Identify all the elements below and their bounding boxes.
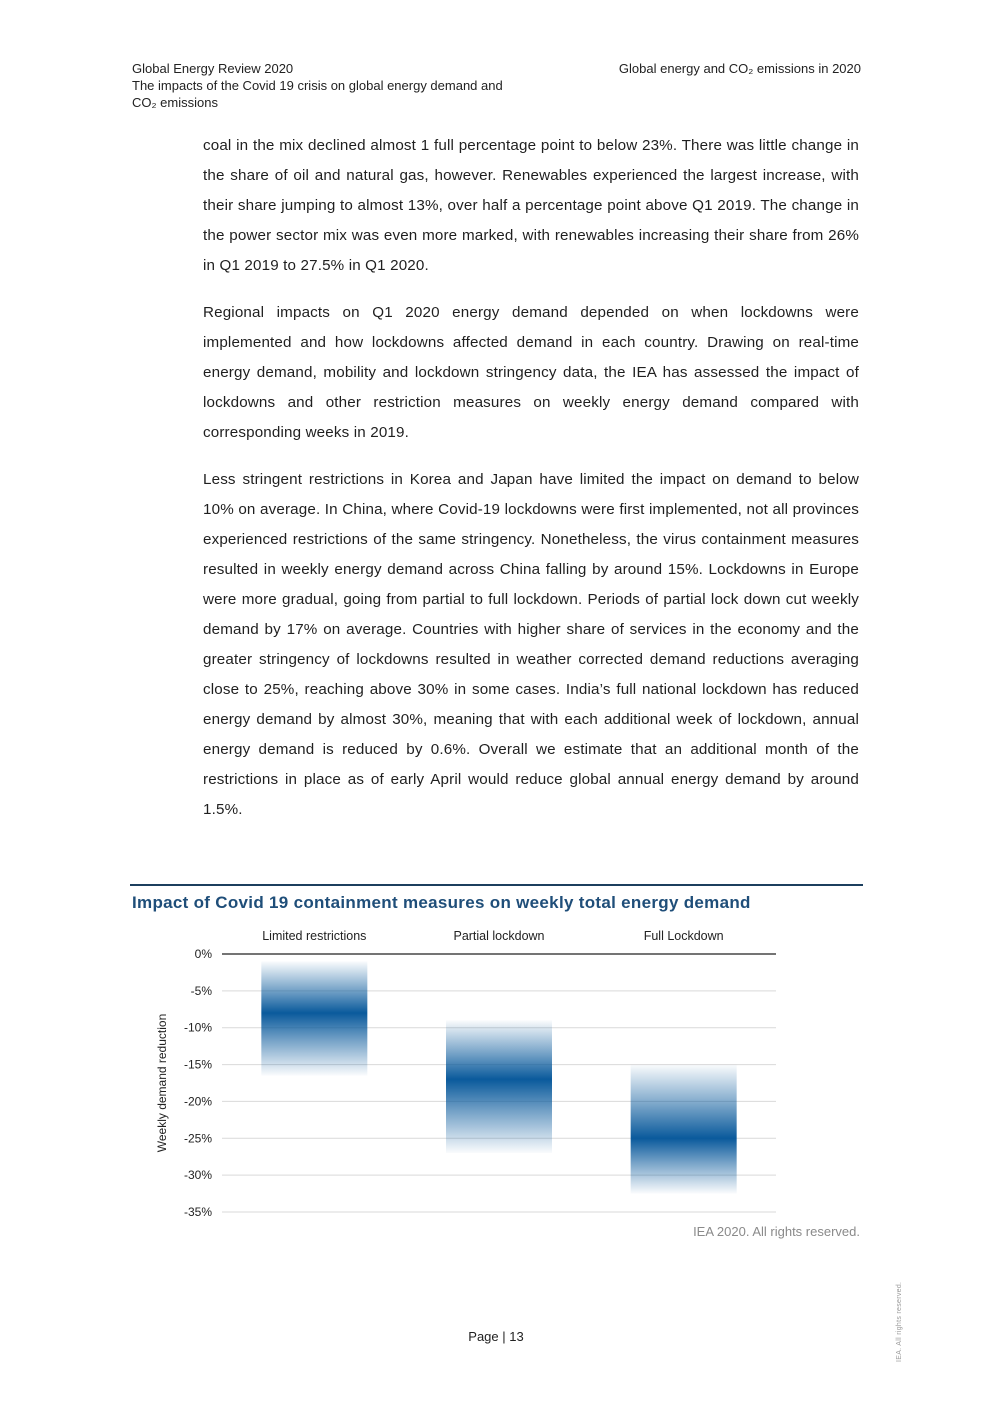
paragraph-3: Less stringent restrictions in Korea and Japan have limited the impact on demand to below 10% on average. In China, where Covid-19 lockdowns were first implemented, not all provinces experienced restrictions of the same stringency. Nonetheless, the virus containment measures resulted in weekly energy demand across China falling by around 15%. Lockdowns in Europe were more gradual, going from partial to full lockdown. Periods of partial lock down cut weekly demand by 17% on average. Countries with higher share of services in the economy and the greater stringency of lockdowns resulted in weather corrected demand reductions averaging close to 25%, reaching above 30% in some cases. India’s full national lockdown has reduced energy demand by almost 30%, meaning that with each additional week of lockdown, annual energy demand is reduced by 0.6%. Overall we estimate that an additional month of the restrictions in place as of early April would reduce global annual energy demand by around 1.5%. <box>203 471 859 818</box>
chart-title: Impact of Covid 19 containment measures on weekly total energy demand <box>132 893 751 912</box>
side-rights-note: IEA. All rights reserved. <box>896 1281 903 1362</box>
y-tick-label: -10% <box>183 1020 212 1035</box>
range-bar-3 <box>631 1065 737 1194</box>
range-bar-1 <box>261 961 367 1075</box>
y-axis-label: Weekly demand reduction <box>155 1013 169 1153</box>
chart-credit: IEA 2020. All rights reserved. <box>693 1224 860 1239</box>
paragraph-2: Regional impacts on Q1 2020 energy demand depended on when lockdowns were implemented and how lockdowns affected demand in each country. Drawing on real-time energy demand, mobility and lockdown stringency data, the IEA has assessed the impact of lockdowns and other restriction measures on weekly energy demand compared with corresponding weeks in 2019. <box>203 304 859 441</box>
chart-top-rule <box>130 884 863 886</box>
category-label-1: Limited restrictions <box>262 929 367 943</box>
running-header-right: Global energy and CO₂ emissions in 2020 <box>618 61 861 76</box>
y-tick-label: -30% <box>183 1168 212 1183</box>
category-label-3: Full Lockdown <box>643 929 724 943</box>
y-tick-label: -25% <box>183 1131 212 1146</box>
y-tick-label: -5% <box>190 983 212 998</box>
body-text <box>203 131 859 842</box>
paragraph-1: coal in the mix declined almost 1 full percentage point to below 23%. There was little change in the share of oil and natural gas, however. Renewables experienced the largest increase, with their share jumping to almost 13%, over half a percentage point above Q1 2019. The change in the power sector mix was even more marked, with renewables increasing their share from 26% in Q1 2019 to 27.5% in Q1 2020. <box>203 137 859 274</box>
demand-reduction-chart <box>140 920 800 1220</box>
y-tick-label: 0% <box>194 947 212 961</box>
y-tick-label: -15% <box>183 1057 212 1072</box>
y-tick-label: -20% <box>183 1094 212 1109</box>
y-tick-label: -35% <box>183 1205 212 1219</box>
range-bar-2 <box>446 1020 552 1153</box>
category-label-2: Partial lockdown <box>453 929 545 943</box>
page-number: Page | 13 <box>468 1329 524 1344</box>
report-subtitle: The impacts of the Covid 19 crisis on global energy demand and CO₂ emissions <box>132 78 503 110</box>
report-title: Global Energy Review 2020 <box>132 61 294 76</box>
running-header-left <box>132 60 512 111</box>
